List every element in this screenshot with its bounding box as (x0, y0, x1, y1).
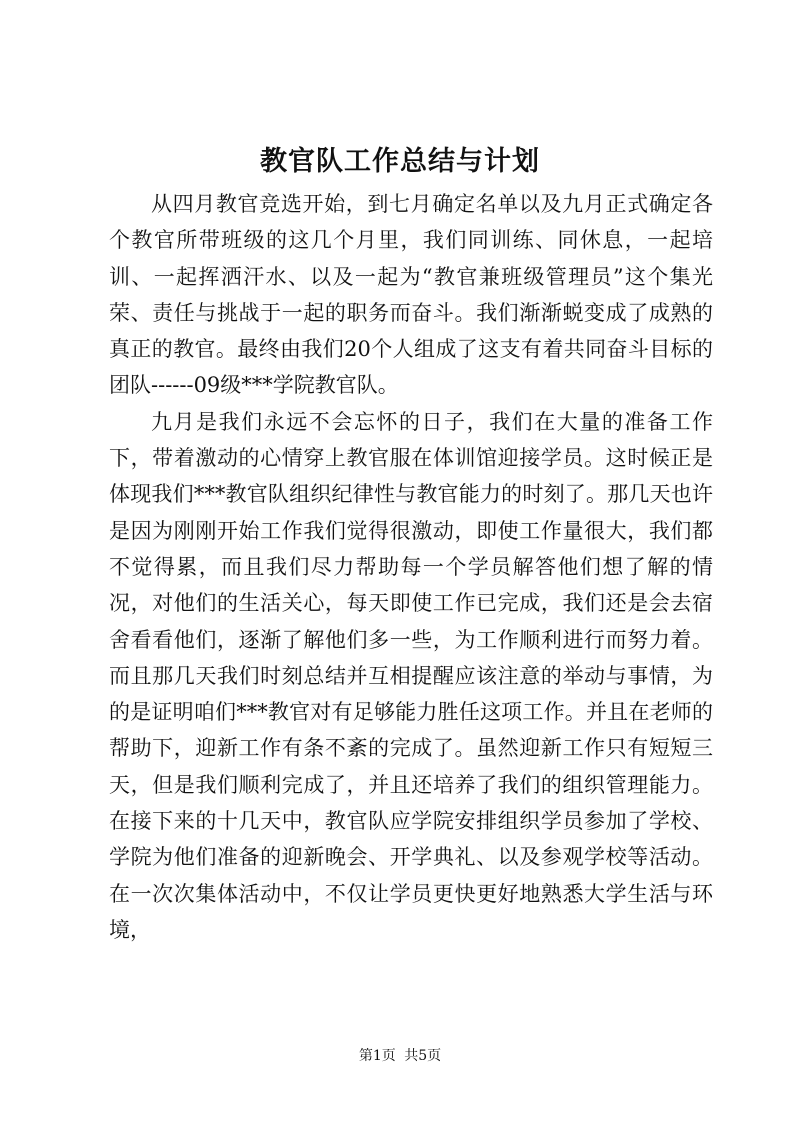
paragraph: 九月是我们永远不会忘怀的日子，我们在大量的准备工作下，带着激动的心情穿上教官服在体训馆迎接学员。这时候正是体现我们***教官队组织纪律性与教官能力的时刻了。那几天也许是因为刚刚开始工作我们觉得很激动，即使工作量很大，我们都不觉得累，而且我们尽力帮助每一个学员解答他们想了解的情况，对他们的生活关心，每天即使工作已完成，我们还是会去宿舍看看他们，逐渐了解他们多一些，为工作顺利进行而努力着。而且那几天我们时刻总结并互相提醒应该注意的举动与事情，为的是证明咱们***教官对有足够能力胜任这项工作。并且在老师的帮助下，迎新工作有条不紊的完成了。虽然迎新工作只有短短三天，但是我们顺利完成了，并且还培养了我们的组织管理能力。在接下来的十几天中，教官队应学院安排组织学员参加了学校、学院为他们准备的迎新晚会、开学典礼、以及参观学校等活动。在一次次集体活动中，不仅让学员更快更好地熟悉大学生活与环境， (109, 409, 713, 942)
page-total: 共5页 (404, 1048, 442, 1064)
document-body (109, 186, 713, 948)
page-number: 第1页 (358, 1048, 396, 1064)
paragraph: 从四月教官竞选开始，到七月确定名单以及九月正式确定各个教官所带班级的这几个月里，我们同训练、同休息，一起培训、一起挥洒汗水、以及一起为“教官兼班级管理员”这个集光荣、责任与挑战于一起的职务而奋斗。我们渐渐蜕变成了成熟的真正的教官。最终由我们20个人组成了这支有着共同奋斗目标的团队------09级***学院教官队。 (109, 192, 713, 398)
page-footer (0, 1046, 800, 1066)
document-title: 教官队工作总结与计划 (260, 146, 540, 177)
